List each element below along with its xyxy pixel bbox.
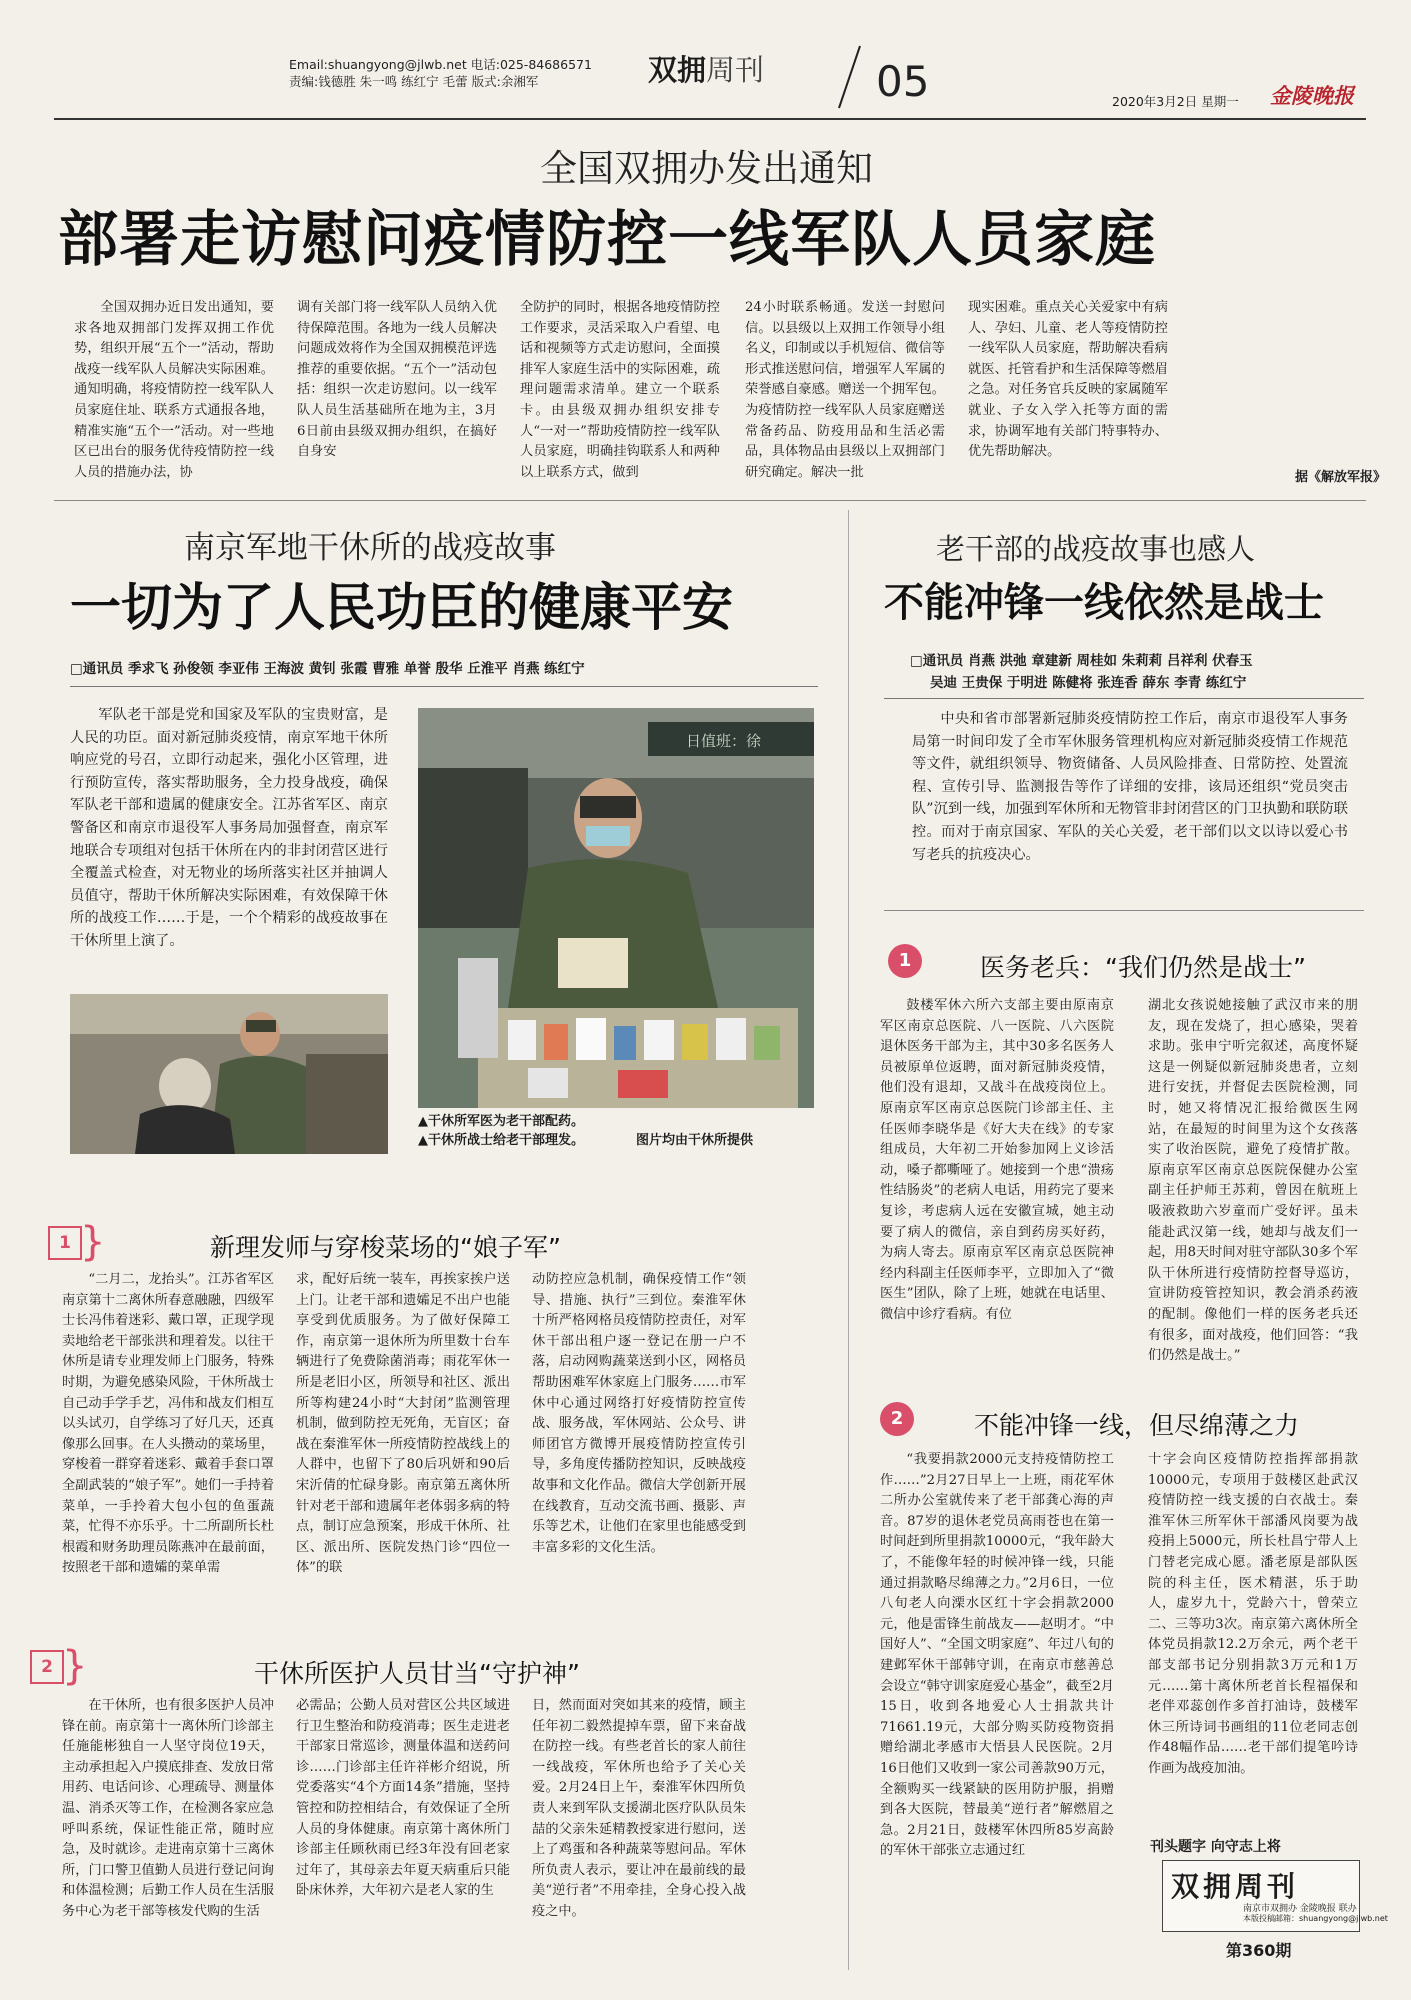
lead-col-3: 全防护的同时，根据各地疫情防控工作要求，灵活采取入户看望、电话和视频等方式走访慰问，全面摸排军人家庭生活中的实际困难，疏理问题需求清单。建立一个联系卡。由县级双拥办组织安排专人“一对一”帮助疫情防控一线军队人员家庭，明确挂钩联系人和两种以上联系方式，做到 — [520, 300, 720, 480]
caption-medic: ▲干休所军医为老干部配药。 — [418, 1114, 584, 1129]
page-number: 05 — [876, 57, 930, 106]
left-section-2-col-3: 日，然而面对突如其来的疫情，顾主任年初二毅然提掉车票，留下来奋战在防控一线。有些老首长的家人前往一线战疫，军休所也给予了关心关爱。2月24日上午，秦淮军休四所负责人来到军队支援湖北医疗队队员朱喆的父亲朱延精教授家进行慰问，送上了鸡蛋和各种蔬菜等慰问品。军休所负责人表示，要让冲在最前线的最美“逆行者”不用牵挂，全身心投入战疫之中。 — [532, 1698, 746, 1919]
issue-date: 2020年3月2日 星期一 — [1112, 94, 1239, 109]
logo-sub-2: 本版投稿邮箱：shuangyong@jlwb.net — [1243, 1914, 1388, 1923]
lead-headline: 部署走访慰问疫情防控一线军队人员家庭 — [58, 205, 1156, 275]
left-kicker: 南京军地干休所的战疫故事 — [184, 530, 556, 566]
shuangyong-logo-text: 双拥周刊 — [1171, 1870, 1300, 1903]
right-section-1-col-1: 鼓楼军休六所六支部主要由原南京军区南京总医院、八一医院、八六医院退休医务干部为主，其中30多名医务人员被原单位返聘，面对新冠肺炎疫情，他们没有退却，又战斗在战疫岗位上。原南京军区南京总医院门诊部主任、主任医师李晓华是《好大夫在线》的专家组成员，大年初二开始参加网上义诊活动，嗓子都嘶哑了。她接到一个患“溃疡性结肠炎”的老病人电话，用药完了要来复诊，考虑病人远在安徽宣城，她主动要了病人的微信，亲自到药房买好药，为病人寄去。原南京军区南京总医院神经内科副主任医师李平，立即加入了“微医生”团队，除了上班，她就在电话里、微信中诊疗看病。有位 — [880, 998, 1114, 1322]
left-intro: 军队老干部是党和国家及军队的宝贵财富，是人民的功臣。面对新冠肺炎疫情，南京军地干休所响应党的号召，立即行动起来，强化小区管理，进行预防宣传，落实帮助服务，全力投身战疫，确保军队老干部和遗属的健康安全。江苏省军区、南京警备区和南京市退役军人事务局加强督查，南京军地联合专项组对包括干休所在内的非封闭营区进行全覆盖式检查，对无物业的场所落实社区并抽调人员值守，帮助干休所解决实际困难，有效保障干休所的战疫工作……于是，一个个精彩的战疫故事在干休所里上演了。 — [70, 707, 388, 949]
left-byline-rule — [70, 686, 818, 687]
caption-barber: ▲干休所战士给老干部理发。 — [418, 1133, 584, 1148]
section-name-light: 周刊 — [706, 53, 765, 87]
left-section-1-col-2: 求，配好后统一装车，再挨家挨户送上门。让老干部和遗孀足不出户也能享受到优质服务。为了做好保障工作，南京第一退休所为所里数十台车辆进行了免费除菌消毒；雨花军休一所是老旧小区，所领导和社区、派出所等构建24小时“大封闭”监测管理机制，做到防控无死角，无盲区；奋战在秦淮军休一所疫情防控战线上的人群中，也留下了80后巩妍和90后宋沂倩的忙碌身影。南京第五离休所针对老干部和遗属年老体弱多病的特点，制订应急预案，形成干休所、社区、派出所、医院发热门诊“四位一体”的联 — [296, 1272, 510, 1576]
section-name-bold: 双拥 — [648, 53, 707, 87]
shuangyong-logo-box — [1162, 1860, 1388, 1932]
right-bylines-2: 吴迪 王贵保 于明进 陈健将 张连香 薛东 李青 练红宁 — [930, 675, 1247, 691]
lead-col-4: 24小时联系畅通。发送一封慰问信。以县级以上双拥工作领导小组名义，印制或以手机短信、微信等形式推送慰问信，增强军人军属的荣誉感自豪感。赠送一个拥军包。为疫情防控一线军队人员家庭赠送常备药品、防疫用品和生活必需品，具体物品由县级以上双拥部门研究确定。解决一批 — [745, 300, 945, 480]
left-headline: 一切为了人民功臣的健康平安 — [70, 579, 734, 638]
lead-rule — [54, 500, 1366, 501]
header-slash — [836, 44, 862, 110]
logo-sub-1: 南京市双拥办 金陵晚报 联办 — [1243, 1904, 1357, 1914]
left-section-2-col-1: 在干休所，也有很多医护人员冲锋在前。南京第十一离休所门诊部主任施能彬独自一人坚守岗位19天，主动承担起入户摸底排查、发放日常用药、电话问诊、心理疏导、测量体温、消杀灭等工作，在检测各家应急呼叫系统，保证性能正常，随时应急，及时就诊。走进南京第十三离休所，门口警卫值勤人员进行登记问询和体温检测；后勤工作人员在生活服务中心为老干部等核发代购的生活 — [62, 1698, 274, 1919]
photo-medic-preparing-medicine — [418, 708, 814, 1108]
right-intro: 中央和省市部署新冠肺炎疫情防控工作后，南京市退役军人事务局第一时间印发了全市军休服务管理机构应对新冠肺炎疫情工作规范等文件，就组织领导、物资储备、人员风险排查、日常防控、处置流程、宣传引导、监测报告等作了详细的安排，该局还组织“党员突击队”沉到一线，加强到军休所和无物管非封闭营区的门卫执勤和联防联控。而对于南京国家、军队的关心关爱，老干部们以文以诗以爱心书写老兵的抗疫决心。 — [912, 711, 1348, 863]
right-byline-rule — [884, 698, 1364, 699]
left-section-1-col-3: 动防控应急机制，确保疫情工作“领导、措施、执行”三到位。秦淮军休十所严格网格员疫情防控责任，对军休干部出租户逐一登记在册一户不落，启动网购蔬菜送到小区，网格员帮助困难军休家庭上门服务……市军休中心通过网络打好疫情防控宣传战、服务战，军休网站、公众号、讲师团官方微博开展疫情防控宣传引导，多角度传播防控知识，反映战疫故事和文化作品。微信大学创新开展在线教育，互动交流书画、摄影、声乐等艺术，让他们在家里也能感受到丰富多彩的文化生活。 — [532, 1272, 746, 1555]
section-name — [648, 52, 764, 88]
photo-credit: 图片均由干休所提供 — [636, 1133, 754, 1148]
left-section-2-title: 干休所医护人员甘当“守护神” — [254, 1659, 580, 1688]
lead-col-2: 调有关部门将一线军队人员纳入优待保障范围。各地为一线人员解决问题成效将作为全国双拥模范评选推荐的重要依据。“五个一”活动包括：组织一次走访慰问。以一线军队人员生活基础所在地为主，3月6日前由县级双拥办组织，在搞好自身安 — [297, 300, 497, 460]
lead-col-5: 现实困难。重点关心关爱家中有病人、孕妇、儿童、老人等疫情防控一线军队人员家庭，帮助解决看病就医、托管看护和生活保障等燃眉之急。对任务官兵反映的家属随军就业、子女入学入托等方面的需求，协调军地有关部门特事特办、优先帮助解决。 — [968, 300, 1168, 460]
photo-soldier-haircut — [70, 994, 388, 1154]
left-section-1-brace: } — [80, 1219, 106, 1265]
lead-source: 据《解放军报》 — [1294, 470, 1386, 485]
editors-line: 责编:钱德胜 朱一鸣 练红宁 毛蕾 版式:余湘军 — [289, 74, 539, 89]
right-section-2-title: 不能冲锋一线，但尽绵薄之力 — [974, 1411, 1300, 1440]
column-divider — [848, 510, 849, 1970]
right-section-1-number: 1 — [888, 944, 922, 978]
left-section-2-brace: } — [62, 1643, 88, 1689]
lead-col-1: 全国双拥办近日发出通知，要求各地双拥部门发挥双拥工作优势，组织开展“五个一”活动，帮助战疫一线军队人员解决实际困难。通知明确，将疫情防控一线军队人员家庭住址、联系方式通报各地，精准实施“五个一”活动。对一些地区已出台的服务优待疫情防控一线人员的措施办法，协 — [74, 300, 274, 480]
left-section-1-number: 1 — [48, 1226, 82, 1260]
lead-kicker: 全国双拥办发出通知 — [540, 147, 873, 190]
left-section-2-number: 2 — [30, 1650, 64, 1684]
left-bylines: □通讯员 季求飞 孙俊领 李亚伟 王海波 黄钊 张霞 曹雅 单誉 殷华 丘淮平 肖燕 练红宁 — [70, 661, 585, 677]
contact-line: Email:shuangyong@jlwb.net 电话:025-84686571 — [289, 57, 592, 72]
duty-sign-text: 日值班：徐 — [686, 732, 762, 750]
right-section-1-col-2: 湖北女孩说她接触了武汉市来的朋友，现在发烧了，担心感染，哭着求助。张申宁听完叙述，高度怀疑这是一例疑似新冠肺炎患者，立刻进行安抚，并督促去医院检测，同时，她又将情况汇报给微医生网站，在最短的时间里为这个女孩落实了收治医院，避免了疫情扩散。原南京军区南京总医院保健办公室副主任护师王苏莉，曾因在航班上吸液救助六岁童而广受好评。虽未能赴武汉第一线，她却与战友们一起，用8天时间对驻守部队30多个军队干休所进行疫情防控督导巡访，宣讲防疫管控知识，教会消杀药液的配制。像他们一样的医务老兵还有很多，面对战疫，他们回答：“我们仍然是战士。” — [1148, 998, 1358, 1364]
masthead-logo: 金陵晚报 — [1270, 83, 1354, 108]
right-intro-rule — [884, 910, 1364, 911]
issue-number: 第360期 — [1226, 1941, 1292, 1960]
right-bylines-1: □通讯员 肖燕 洪弛 章建新 周桂如 朱莉莉 吕祥利 伏春玉 — [910, 653, 1253, 669]
right-headline: 不能冲锋一线依然是战士 — [884, 580, 1324, 626]
right-kicker: 老干部的战疫故事也感人 — [936, 532, 1256, 566]
left-section-1-title: 新理发师与穿梭菜场的“娘子军” — [210, 1233, 561, 1262]
left-section-2-col-2: 必需品；公勤人员对营区公共区域进行卫生整治和防疫消毒；医生走进老干部家日常巡诊，测量体温和送药问诊……门诊部主任许祥彬介绍说，所党委落实“4个方面14条”措施，坚持管控和防控相结合，有效保证了全所人员的身体健康。南京第十离休所门诊部主任顾秋雨已经3年没有回老家过年了，其母亲去年夏天病重后只能卧床休养，大年初六是老人家的生 — [296, 1698, 510, 1899]
right-section-1-title: 医务老兵：“我们仍然是战士” — [980, 953, 1306, 982]
left-section-1-col-1: “二月二，龙抬头”。江苏省军区南京第十二离休所春意融融，四级军士长冯伟着迷彩、戴口罩，正现学现卖地给老干部张洪和理着发。以往干休所是请专业理发师上门服务，特殊时期，为避免感染风险，干休所战士自己动手学手艺，冯伟和战友们相互以头试刃，自学练习了好几天，还真像那么回事。在人头攒动的菜场里，穿梭着一群穿着迷彩、戴着手套口罩全副武装的“娘子军”。她们一手持着菜单，一手拎着大包小包的鱼蛋蔬菜，忙得不亦乐乎。十二所副所长杜根霞和财务助理员陈燕冲在最前面，按照老干部和遗孀的菜单需 — [62, 1272, 274, 1576]
right-section-2-number: 2 — [880, 1402, 914, 1436]
right-section-2-col-1: “我要捐款2000元支持疫情防控工作……”2月27日早上一上班，雨花军休二所办公室就传来了老干部龚心海的声音。87岁的退休老党员高雨苍也在第一时间赶到所里捐款10000元，“我年龄大了，不能像年轻的时候冲锋一线，只能通过捐款略尽绵薄之力。”2月6日，一位八旬老人向溧水区红十字会捐款2000元，他是雷锋生前战友——赵明才。“中国好人”、“全国文明家庭”、年过八旬的建邺军休干部韩守训，在南京市慈善总会设立“韩守训家庭爱心基金”，截至2月15日，收到各地爱心人士捐款共计71661.19元，大部分购买防疫物资捐赠给湖北孝感市大悟县人民医院。2月16日他们又收到一家公司善款90万元，全额购买一线紧缺的医用防护服，捐赠到各大医院，替最美“逆行者”解燃眉之急。2月21日，鼓楼军休四所85岁高龄的军休干部张立志通过红 — [880, 1452, 1114, 1859]
header-rule — [54, 118, 1366, 120]
right-section-2-col-2: 十字会向区疫情防控指挥部捐款10000元，专项用于鼓楼区赴武汉疫情防控一线支援的白衣战士。秦淮军休三所军休干部潘风岗要为战疫捐上5000元，所长杜昌宁带人上门替老完成心愿。潘老原是部队医院的科主任，医术精湛，乐于助人，虚岁九十，党龄六十，曾荣立二、三等功3次。南京第六离休所全体党员捐款12.2万余元，两个老干部支部书记分别捐款3万元和1万元……第十离休所老首长程福保和老伴邓蕊创作多首打油诗，鼓楼军休三所诗词书画组的11位老同志创作48幅作品……老干部们提笔吟诗作画为战疫加油。 — [1148, 1452, 1358, 1776]
calligraphy-credit: 刊头题字 向守志上将 — [1150, 1839, 1281, 1855]
